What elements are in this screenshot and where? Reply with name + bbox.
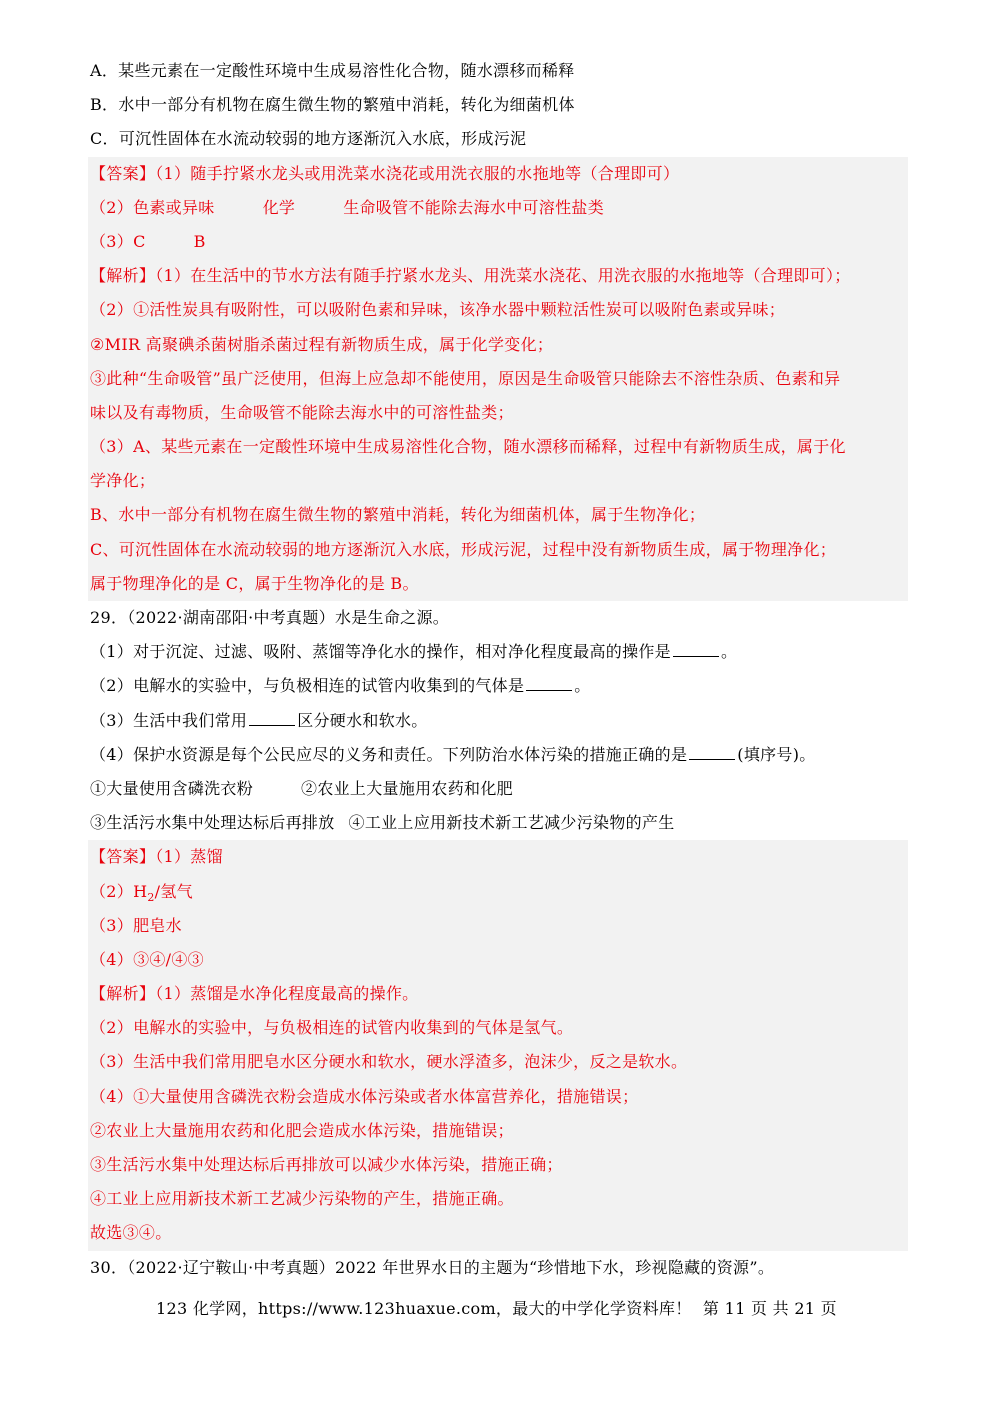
q29-analysis-line-2: （2）电解水的实验中，与负极相连的试管内收集到的气体是氢气。 [90,1018,574,1038]
answer-blank [249,705,295,726]
footer-page-number: 第 11 页 共 21 页 [702,1299,837,1318]
q29-analysis-line-5: ②农业上大量施用农药和化肥会造成水体污染，措施错误； [90,1120,514,1140]
q29-sub3 [90,704,906,738]
q29-answer-block [88,840,908,1250]
q29-analysis-line-8: 故选③④。 [90,1223,172,1243]
analysis-tag: 【解析】 [90,984,156,1004]
q29-option-1: ①大量使用含磷洗衣粉 [90,778,254,798]
q29-option-2: ②农业上大量施用农药和化肥 [301,778,513,798]
q28-analysis-line-1 [90,259,908,293]
q29-answer-line-1 [90,840,908,874]
q29-sub4 [90,738,906,772]
q28-analysis-line-5: 味以及有毒物质，生命吸管不能除去海水中的可溶性盐类； [90,402,514,422]
q29-answer-line-2 [90,875,908,909]
q28-analysis-line-3: ②MIR 高聚碘杀菌树脂杀菌过程有新物质生成，属于化学变化； [90,334,554,354]
answer-tag: 【答案】 [90,163,156,183]
answer-tag: 【答案】 [90,847,156,867]
page-content [90,54,906,1285]
q29-sub1 [90,635,906,669]
footer-site: 123 化学网，https://www.123huaxue.com，最大的中学化学资料库！ [156,1299,692,1318]
q29-answer-line-3: （3）肥皂水 [90,915,182,935]
q29-sub2-end: 。 [574,676,591,696]
q29-sub3-text: （3）生活中我们常用 [90,710,248,730]
q29-sub1-end: 。 [720,642,738,662]
q29-analysis-line-7: ④工业上应用新技术新工艺减少污染物的产生，措施正确。 [90,1189,514,1209]
q28-analysis-line-4: ③此种“生命吸管”虽广泛使用，但海上应急却不能使用，原因是生命吸管只能除去不溶性杂质、色素和异 [90,368,841,388]
q29-analysis-line-4: （4）①大量使用含磷洗衣粉会造成水体污染或者水体富营养化，措施错误； [90,1086,639,1106]
q29-option-4: ④工业上应用新技术新工艺减少污染物的产生 [348,813,675,833]
q29-options-row-1 [90,772,906,806]
q29-analysis-line-3: （3）生活中我们常用肥皂水区分硬水和软水，硬水浮渣多，泡沫少，反之是软水。 [90,1052,688,1072]
q28-answer-block [88,157,908,601]
q28-analysis-line-7: 学净化； [90,471,156,491]
q29-sub3-end: 区分硬水和软水。 [297,710,428,730]
q29-sub2 [90,669,906,703]
q28-analysis-line-6: （3）A、某些元素在一定酸性环境中生成易溶性化合物，随水漂移而稀释，过程中有新物质生成，属于化 [90,437,846,457]
q29-answer-1: （1）蒸馏 [155,847,223,867]
q29-option-3: ③生活污水集中处理达标后再排放 [90,813,335,833]
q30-title: 30．（2022·辽宁鞍山·中考真题）2022 年世界水日的主题为“珍惜地下水，珍视隐藏的资源”。 [90,1257,775,1277]
q29-answer-2-sub: 2 [147,890,155,904]
q28-answer-1: （1）随手拧紧水龙头或用洗菜水浇花或用洗衣服的水拖地等（合理即可） [155,163,680,183]
q28-answer-3b: B [193,231,206,251]
q29-options-row-2 [90,806,906,840]
q29-answer-2-post: /氢气 [154,881,193,901]
q29-sub2-text: （2）电解水的实验中，与负极相连的试管内收集到的气体是 [90,676,525,696]
q28-analysis-text: （1）在生活中的节水方法有随手拧紧水龙头、用洗菜水浇花、用洗衣服的水拖地等（合理即可）； [155,266,851,286]
q28-answer-2b: 化学 [262,197,296,217]
q29-sub1-text: （1）对于沉淀、过滤、吸附、蒸馏等净化水的操作，相对净化程度最高的操作是 [90,642,671,662]
answer-blank [673,636,719,657]
page-footer [0,1296,993,1319]
q28-answer-line-3 [90,225,908,259]
q29-answer-line-4: （4）③④/④③ [90,949,204,969]
q29-analysis-line-1 [90,977,908,1011]
q28-analysis-line-2: （2）①活性炭具有吸附性，可以吸附色素和异味，该净水器中颗粒活性炭可以吸附色素或异味； [90,300,786,320]
q28-answer-line-2 [90,191,908,225]
analysis-tag: 【解析】 [90,266,156,286]
q29-sub4-end: (填序号)。 [737,744,816,764]
answer-blank [689,739,735,760]
q28-answer-line-1 [90,157,908,191]
q29-sub4-text: （4）保护水资源是每个公民应尽的义务和责任。下列防治水体污染的措施正确的是 [90,744,688,764]
q29-answer-2-pre: （2）H [90,881,148,901]
q28-answer-2c: 生命吸管不能除去海水中可溶性盐类 [343,197,605,217]
q28-analysis-line-9: C、可沉性固体在水流动较弱的地方逐渐沉入水底，形成污泥，过程中没有新物质生成，属于物理净化； [90,539,837,559]
q29-analysis-line-6: ③生活污水集中处理达标后再排放可以减少水体污染，措施正确； [90,1155,563,1174]
q29-title: 29．（2022·湖南邵阳·中考真题）水是生命之源。 [90,608,450,627]
q29-analysis-first: （1）蒸馏是水净化程度最高的操作。 [155,984,419,1004]
option-c: C．可沉性固体在水流动较弱的地方逐渐沉入水底，形成污泥 [90,129,527,149]
q28-analysis-line-8: B、水中一部分有机物在腐生微生物的繁殖中消耗，转化为细菌机体，属于生物净化； [90,505,706,525]
q28-analysis-line-10: 属于物理净化的是 C，属于生物净化的是 B。 [90,573,419,593]
answer-blank [526,670,572,691]
q28-answer-2a: （2）色素或异味 [90,197,215,217]
option-b: B．水中一部分有机物在腐生微生物的繁殖中消耗，转化为细菌机体 [90,95,575,115]
option-a: A．某些元素在一定酸性环境中生成易溶性化合物，随水漂移而稀释 [90,61,575,80]
q28-answer-3a: （3）C [90,231,146,251]
